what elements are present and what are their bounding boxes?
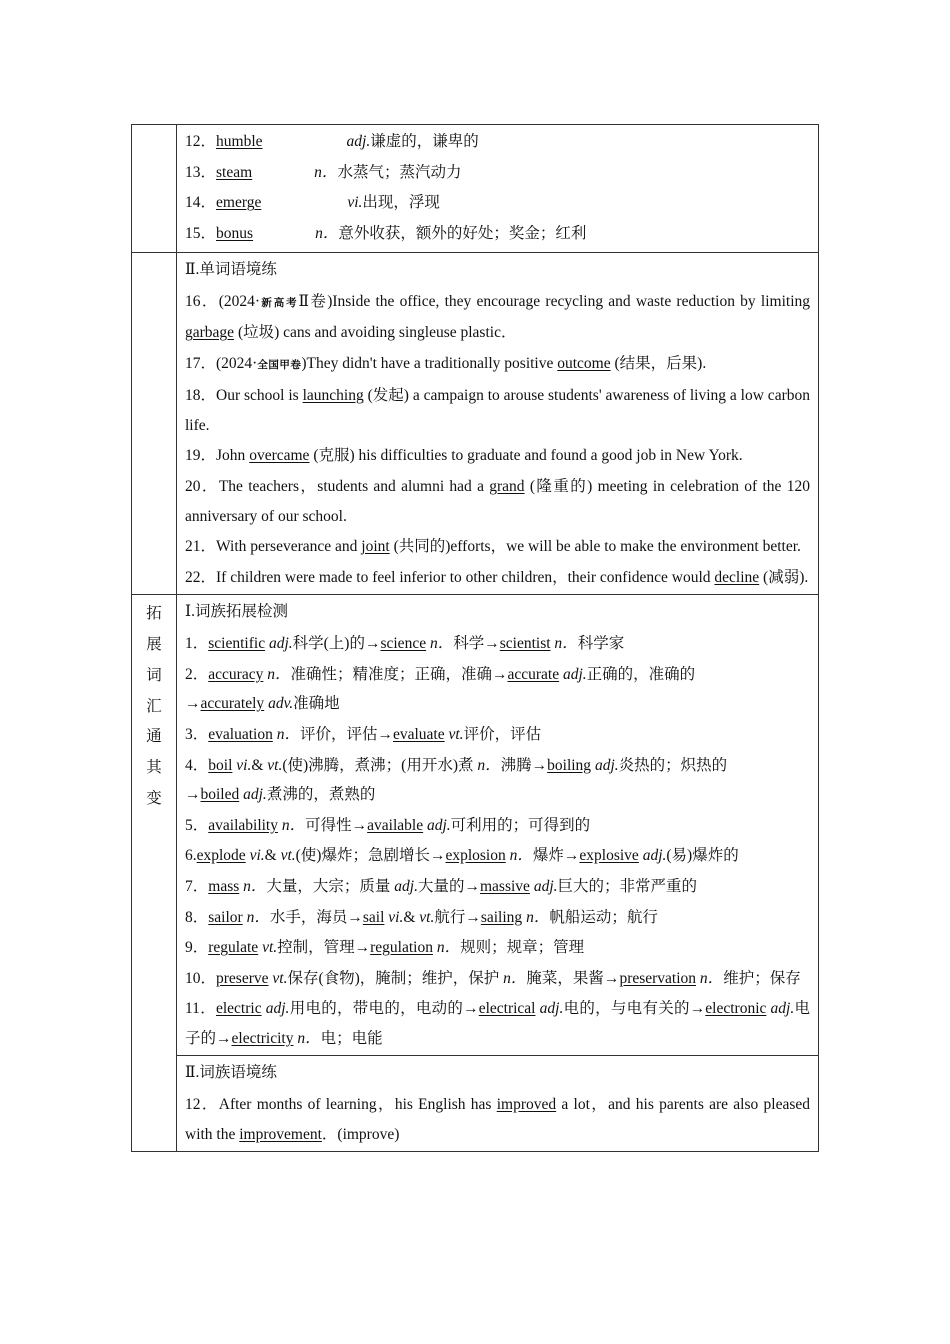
row-vocab-tail — [132, 125, 819, 253]
answer: garbage — [185, 324, 235, 342]
answer: outcome — [557, 354, 611, 372]
word-family-cell — [177, 595, 819, 1056]
source-mark: 新高考 — [260, 296, 299, 309]
family-item-3: 3．evaluation n．评价，评估→evaluate vt.评价，评估 — [185, 725, 542, 743]
exercise-18: 18．Our school is launching (发起) a campaign to arouse students' awareness of living a low carbon life. — [185, 387, 810, 434]
section-heading: Ⅱ.词族语境练 — [185, 1064, 277, 1082]
exercise-22: 22．If children were made to feel inferior to other children，their confidence would decline (减弱). — [185, 568, 809, 586]
family-item-8: 8．sailor n．水手，海员→sail vi.& vt.航行→sailing n．帆船运动；航行 — [185, 908, 658, 926]
family-item-1: 1．scientific adj.科学(上)的→science n．科学→scientist n．科学家 — [185, 635, 625, 653]
vocab-word: emerge — [216, 194, 262, 212]
side-label-cell — [132, 595, 177, 1152]
vocab-item: 12．humble adj.谦虚的，谦卑的 — [185, 133, 479, 150]
family-item-5: 5．availability n．可得性→available adj.可利用的；可得到的 — [185, 816, 591, 834]
answer: decline — [714, 568, 760, 586]
family-item-2: 2．accuracy n．准确性；精准度；正确，准确→accurate adj.正确的，准确的 →accurately adv.准确地 — [185, 665, 696, 713]
vocab-item: 15．bonus n．意外收获，额外的好处；奖金；红利 — [185, 225, 587, 243]
family-item-7: 7．mass n．大量，大宗；质量 adj.大量的→massive adj.巨大的；非常严重的 — [185, 877, 698, 895]
answer: grand — [489, 478, 525, 496]
answer: improvement — [239, 1125, 322, 1143]
exercise-20: 20．The teachers，students and alumni had a grand (隆重的) meeting in celebration of the 120 anniversary of our school. — [185, 478, 810, 525]
vocab-item: 13．steam n．水蒸气；蒸汽动力 — [185, 163, 462, 181]
vocab-item: 14．emerge vi.出现，浮现 — [185, 194, 440, 212]
answer: improved — [496, 1096, 557, 1114]
source-mark: 全国甲卷 — [257, 358, 302, 371]
word-context-cell — [177, 252, 819, 595]
answer: overcame — [249, 447, 310, 465]
family-item-10: 10．preserve vt.保存(食物)，腌制；维护，保护 n．腌菜，果酱→preservation n．维护；保存 — [185, 969, 801, 987]
row-word-family — [132, 595, 819, 1056]
exercise-12: 12．After months of learning，his English has improved a lot，and his parents are also pleased with the improvement．(improve) — [185, 1096, 810, 1143]
family-item-4: 4．boil vi.& vt.(使)沸腾，煮沸；(用开水)煮 n．沸腾→boiling adj.炎热的；炽热的 →boiled adj.煮沸的，煮熟的 — [185, 756, 728, 804]
side-empty-2 — [132, 252, 177, 595]
exercise-16: 16．(2024·新高考Ⅱ卷)Inside the office, they encourage recycling and waste reduction by limiting garbage (垃圾) cans and avoiding singleuse plastic． — [185, 292, 810, 342]
family-item-11: 11．electric adj.用电的，带电的，电动的→electrical adj.电的，与电有关的→electronic adj.电子的→electricity n．电；电能 — [185, 1000, 811, 1047]
answer: joint — [361, 538, 390, 556]
answer: launching — [302, 387, 364, 405]
side-label: 拓 展 词 汇 通 其 变 — [146, 605, 162, 807]
row-family-context — [132, 1056, 819, 1152]
exercise-17: 17．(2024·全国甲卷)They didn't have a traditionally positive outcome (结果，后果). — [185, 354, 707, 372]
exercise-19: 19．John overcame (克服) his difficulties to graduate and found a good job in New York. — [185, 447, 743, 465]
section-heading: Ⅱ.单词语境练 — [185, 260, 277, 278]
vocab-tail-cell — [177, 125, 819, 253]
vocab-word: humble — [216, 133, 263, 150]
family-item-6: 6.explode vi.& vt.(使)爆炸；急剧增长→explosion n．爆炸→explosive adj.(易)爆炸的 — [185, 847, 739, 865]
section-heading: Ⅰ.词族拓展检测 — [185, 603, 288, 621]
exercise-21: 21．With perseverance and joint (共同的)efforts，we will be able to make the environment better. — [185, 538, 801, 556]
vocab-word: steam — [216, 163, 253, 181]
row-word-context — [132, 252, 819, 595]
vocab-table — [131, 124, 819, 1152]
side-empty-1 — [132, 125, 177, 253]
family-context-cell — [177, 1056, 819, 1152]
vocab-word: bonus — [216, 225, 254, 243]
family-item-9: 9．regulate vt.控制，管理→regulation n．规则；规章；管理 — [185, 939, 585, 957]
